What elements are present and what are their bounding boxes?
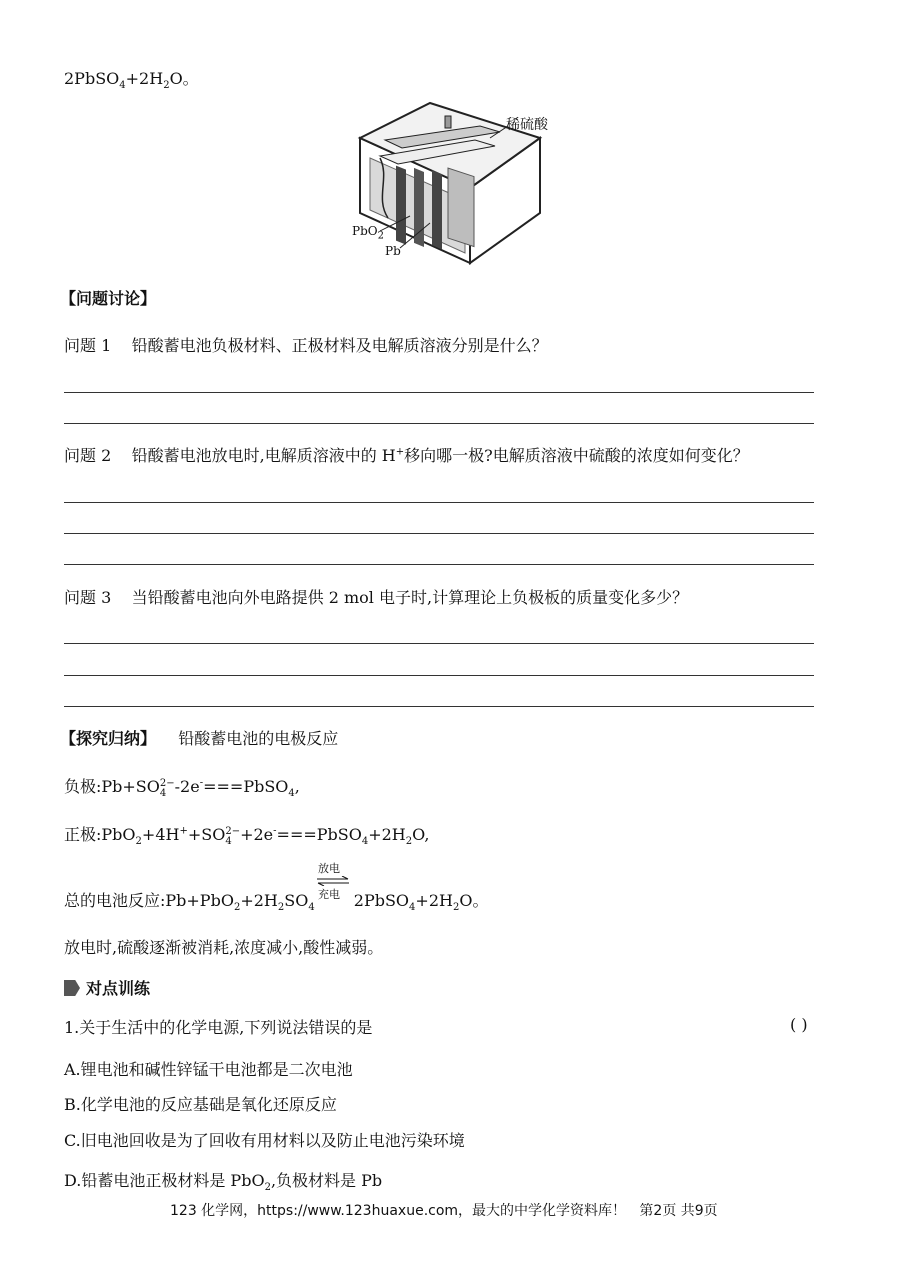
eq-sub: 4 (409, 902, 416, 914)
negative-electrode-equation (64, 774, 300, 799)
eq-sub: 4 (288, 788, 295, 800)
eq-part: O, (412, 825, 430, 844)
eq-sup: - (199, 777, 204, 789)
eq-sup: + (179, 825, 188, 837)
eq-part: ===PbSO (276, 825, 362, 844)
page-footer (170, 1200, 718, 1220)
eq-part: 总的电池反应:Pb+PbO (64, 891, 234, 910)
answer-line[interactable] (64, 706, 814, 707)
question-3-number: 问题 3 (64, 588, 112, 607)
eq-part: O。 (459, 891, 489, 910)
eq-sub: 2 (233, 902, 241, 914)
total-reaction-equation (64, 888, 488, 913)
question-1-number: 问题 1 (64, 336, 112, 355)
option-d-sub: 2 (264, 1182, 271, 1194)
figure-label-acid: 稀硫酸 (506, 117, 548, 133)
eq-part: 2PbSO (348, 891, 410, 910)
eq-part: SO (284, 891, 309, 910)
summary-label: 【探究归纳】 (60, 729, 157, 748)
eq-sub: 2 (405, 836, 413, 848)
question-3 (64, 585, 688, 608)
eq-part: ===PbSO (203, 777, 289, 796)
question-1-text: 铅酸蓄电池负极材料、正极材料及电解质溶液分别是什么？ (131, 336, 548, 355)
option-d-text-a: D.铅蓄电池正极材料是 PbO (64, 1171, 265, 1190)
option-a[interactable]: A.锂电池和碱性锌锰干电池都是二次电池 (64, 1060, 353, 1079)
arrow-label-discharge: 放电 (318, 862, 340, 875)
top-equation (64, 66, 199, 91)
eq-part: O。 (169, 69, 199, 88)
eq-part: +2e (240, 825, 274, 844)
answer-line[interactable] (64, 564, 814, 565)
eq-part: , (294, 777, 300, 796)
eq-part: +2H (125, 69, 164, 88)
eq-part: +2H (415, 891, 453, 910)
eq-sub: 2 (452, 902, 460, 914)
plate-dark (396, 166, 406, 245)
plate-light (448, 168, 474, 246)
footer-page: 第2页 共9页 (639, 1203, 718, 1219)
terminal-post (445, 116, 451, 128)
reversible-arrow-icon (316, 876, 350, 886)
answer-line[interactable] (64, 423, 814, 424)
answer-line[interactable] (64, 533, 814, 534)
positive-electrode-equation (64, 822, 429, 847)
eq-part: 负极:Pb+SO (64, 777, 160, 796)
eq-sub: 2 (163, 80, 170, 92)
q2-sup: + (395, 446, 405, 458)
summary-title: 铅酸蓄电池的电极反应 (178, 729, 339, 748)
training-heading (64, 976, 150, 999)
arrow-label-charge: 充电 (318, 888, 340, 901)
question-2-text-b: 移向哪一极?电解质溶液中硫酸的浓度如何变化？ (404, 446, 749, 465)
option-d[interactable] (64, 1168, 382, 1193)
label-pbo2-text: PbO (352, 224, 378, 238)
eq-sub: 2 (135, 836, 142, 848)
section-marker-icon (64, 980, 80, 996)
eq-sup: - (273, 825, 277, 837)
eq-part: +SO (187, 825, 226, 844)
eq-sub: 4 (159, 788, 167, 799)
eq-part: -2e (174, 777, 200, 796)
eq-part: 正极:PbO (64, 825, 136, 844)
question-2-number: 问题 2 (64, 446, 112, 465)
summary-heading (60, 726, 338, 749)
eq-part: +4H (141, 825, 180, 844)
question-2 (64, 443, 749, 466)
discharge-note: 放电时,硫酸逐渐被消耗,浓度减小,酸性减弱。 (64, 938, 384, 957)
eq-part: +2H (240, 891, 278, 910)
option-c[interactable]: C.旧电池回收是为了回收有用材料以及防止电池污染环境 (64, 1131, 465, 1150)
answer-line[interactable] (64, 502, 814, 503)
mcq-stem: 1.关于生活中的化学电源,下列说法错误的是 (64, 1018, 373, 1037)
answer-line[interactable] (64, 643, 814, 644)
eq-sub: 4 (361, 836, 369, 848)
figure-label-pbo2 (352, 224, 384, 241)
eq-sub: 4 (225, 836, 232, 847)
answer-line[interactable] (64, 675, 814, 676)
label-pbo2-sub: 2 (377, 230, 384, 242)
answer-line[interactable] (64, 392, 814, 393)
figure-label-pb: Pb (385, 244, 401, 258)
plate-dark (432, 170, 442, 249)
mcq-answer-paren[interactable]: ( ) (790, 1015, 808, 1034)
footer-text: 123 化学网，https://www.123huaxue.com，最大的中学化学资料库！ (170, 1203, 627, 1219)
question-1 (64, 333, 548, 356)
question-2-text-a: 铅酸蓄电池放电时,电解质溶液中的 H (131, 446, 396, 465)
eq-sub: 2 (277, 902, 285, 914)
eq-sub: 4 (308, 902, 315, 914)
eq-part: +2H (368, 825, 406, 844)
option-d-text-b: ,负极材料是 Pb (270, 1171, 383, 1190)
eq-sup: 2− (159, 778, 175, 789)
eq-sub: 4 (119, 80, 126, 92)
question-3-text: 当铅酸蓄电池向外电路提供 2 mol 电子时,计算理论上负极板的质量变化多少？ (131, 588, 689, 607)
discussion-heading: 【问题讨论】 (60, 289, 157, 308)
eq-part: 2PbSO (64, 69, 120, 88)
option-b[interactable]: B.化学电池的反应基础是氧化还原反应 (64, 1095, 337, 1114)
eq-sup: 2− (225, 826, 241, 837)
training-heading-text: 对点训练 (86, 979, 151, 998)
